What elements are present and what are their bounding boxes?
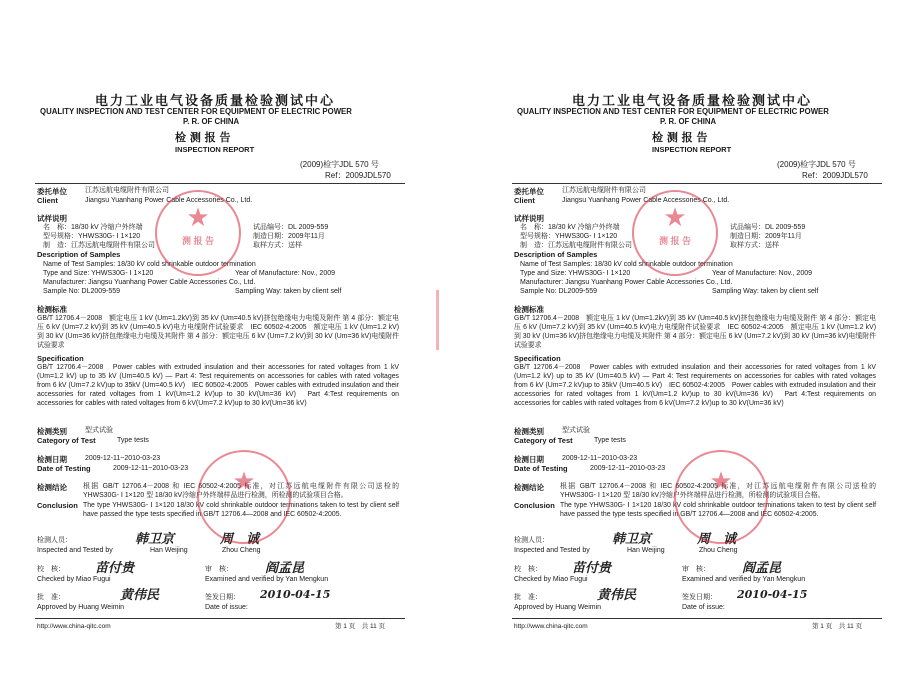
divider <box>512 183 882 184</box>
sample-no-cn: 试品编号：DL 2009-559 <box>253 224 329 231</box>
date-value-en: 2009-12-11~2010-03-23 <box>590 465 666 472</box>
sample-no-en: Sample No: DL2009-559 <box>520 288 598 295</box>
sample-name-cn: 名 称：18/30 kV 冷缩户外终端 <box>520 224 620 231</box>
inspector1-name: Han Weijing <box>627 547 665 554</box>
official-stamp-bottom <box>674 450 768 544</box>
inspected-label-en: Inspected and Tested by <box>37 547 113 554</box>
inspector2-name: Zhou Cheng <box>222 547 261 554</box>
samples-label-en: Description of Samples <box>514 250 598 259</box>
samples-label-en: Description of Samples <box>37 250 121 259</box>
sample-way-cn: 取样方式：送样 <box>730 242 779 249</box>
date-value-en: 2009-12-11~2010-03-23 <box>113 465 189 472</box>
issue-label-en: Date of issue: <box>682 604 725 611</box>
sample-type-en: Type and Size: YHWS30G- Ⅰ 1×120 <box>520 270 631 277</box>
stamp-star-icon: ★ <box>186 202 210 232</box>
report-title-cn: 检 测 报 告 <box>175 131 231 144</box>
approved-label-en: Approved by Huang Weimin <box>514 604 602 611</box>
approved-label-cn: 批 准： <box>37 594 65 601</box>
conclusion-label-en: Conclusion <box>514 501 555 510</box>
spec-text-en: GB/T 12706.4－2008 Power cables with extruded insulation and their accessories for rated voltages from 1 kV (Um=1.2 kV) up to 35 kV (Um=40.5 kV) — Part 4: Test requirements on accessories for cables with rated voltages from 6 kV (Um=7.2 kV)up to 35kV (Um=40.5 kV) IEC 60502-4:2005 Power cables with extruded insulation and their accessories for rated voltages from 1 kV(Um=1.2 kV)up to 30 kV(Um=36 kV) Part 4:Test requirements on accessories for cables with rated voltages from 6 kV(Um=7.2 kV)up to 30 kV(Um=36 kV) <box>514 364 876 407</box>
footer-url: http://www.china-qitc.com <box>37 623 111 630</box>
checker-signature: 苗付贵 <box>572 561 612 576</box>
sample-no-cn: 试品编号：DL 2009-559 <box>730 224 806 231</box>
examined-label-en: Examined and verified by Yan Mengkun <box>205 576 329 583</box>
checked-label-en: Checked by Miao Fugui <box>514 576 588 583</box>
conclusion-label-cn: 检测结论 <box>514 483 544 492</box>
ref-cn: (2009)检字JDL 570 号 <box>777 160 856 169</box>
category-label-en: Category of Test <box>514 436 573 445</box>
sample-name-en: Name of Test Samples: 18/30 kV cold shrinkable outdoor termination <box>43 261 256 268</box>
footer-page: 第 1 页 共 11 页 <box>812 623 863 630</box>
inspector2-signature: 周 诚 <box>220 532 260 547</box>
sample-type-cn: 型号规格：YHWS30G- Ⅰ 1×120 <box>43 233 141 240</box>
cn-title: 电力工业电气设备质量检验测试中心 <box>572 94 813 109</box>
footer-url: http://www.china-qitc.com <box>514 623 588 630</box>
seam-stamp-mark <box>436 290 439 350</box>
examined-label-en: Examined and verified by Yan Mengkun <box>682 576 806 583</box>
conclusion-text-en: The type YHWS30G- Ⅰ 1×120 18/30 kV cold shrinkable outdoor terminations taken to test by client self have passed the type tests specified in GB/T 12706.4—2008 and IEC 60502-4:2005. <box>83 502 399 518</box>
sample-year-en: Year of Manufacture: Nov., 2009 <box>235 270 336 277</box>
inspector1-name: Han Weijing <box>150 547 188 554</box>
report-title-en: INSPECTION REPORT <box>175 145 255 154</box>
ref-en: Ref：2009JDL570 <box>325 171 391 180</box>
report-page-left <box>35 90 405 635</box>
sample-way-en: Sampling Way: taken by client self <box>235 288 342 295</box>
stamp-star-icon: ★ <box>232 466 256 496</box>
sample-type-en: Type and Size: YHWS30G- Ⅰ 1×120 <box>43 270 154 277</box>
sample-date-cn: 制造日期：2009年11月 <box>730 233 802 240</box>
country: P. R. OF CHINA <box>660 117 717 126</box>
conclusion-text-cn: 根据 GB/T 12706.4－2008 和 IEC 60502-4:2005 标准，对江苏远航电缆附件有限公司送检的 YHWS30G- Ⅰ 1×120 型 18/30 kV冷缩户外终端样品进行检测，所检测的试验项目合格。 <box>560 483 876 499</box>
samples-label-cn: 试样说明 <box>514 214 544 223</box>
inspected-label-cn: 检测人员： <box>37 537 72 544</box>
stamp-star-icon: ★ <box>663 202 687 232</box>
report-title-cn: 检 测 报 告 <box>652 131 708 144</box>
issue-label-cn: 签发日期： <box>682 594 717 601</box>
checked-label-en: Checked by Miao Fugui <box>37 576 111 583</box>
conclusion-label-cn: 检测结论 <box>37 483 67 492</box>
approved-label-en: Approved by Huang Weimin <box>37 604 125 611</box>
sample-date-cn: 制造日期：2009年11月 <box>253 233 325 240</box>
examined-label-cn: 审 核： <box>205 566 233 573</box>
examiner-signature: 阎孟昆 <box>265 561 305 576</box>
category-value-cn: 型式试验 <box>562 427 590 434</box>
approver-signature: 黄伟民 <box>597 588 637 603</box>
issue-date: 2010-04-15 <box>260 588 331 601</box>
client-value-en: Jiangsu Yuanhang Power Cable Accessories Co., Ltd. <box>562 197 730 204</box>
stamp-text: 测 报 告 <box>181 236 214 246</box>
en-title: QUALITY INSPECTION AND TEST CENTER FOR EQUIPMENT OF ELECTRIC POWER <box>517 107 829 116</box>
examiner-signature: 阎孟昆 <box>742 561 782 576</box>
date-value-cn: 2009-12-11~2010-03-23 <box>85 455 161 462</box>
client-value-cn: 江苏远航电缆附件有限公司 <box>562 187 646 194</box>
inspected-label-cn: 检测人员： <box>514 537 549 544</box>
approved-label-cn: 批 准： <box>514 594 542 601</box>
spec-label-cn: 检测标准 <box>37 305 67 314</box>
issue-date: 2010-04-15 <box>737 588 808 601</box>
inspector1-signature: 韩卫京 <box>612 532 652 547</box>
category-label-cn: 检测类别 <box>37 427 67 436</box>
sample-year-en: Year of Manufacture: Nov., 2009 <box>712 270 813 277</box>
en-title: QUALITY INSPECTION AND TEST CENTER FOR EQUIPMENT OF ELECTRIC POWER <box>40 107 352 116</box>
sample-manuf-cn: 制 造：江苏远航电缆附件有限公司 <box>520 242 632 249</box>
client-label-en: Client <box>514 196 535 205</box>
cn-title: 电力工业电气设备质量检验测试中心 <box>95 94 336 109</box>
sample-type-cn: 型号规格：YHWS30G- Ⅰ 1×120 <box>520 233 618 240</box>
official-stamp-bottom <box>197 450 291 544</box>
official-stamp-top <box>155 190 241 276</box>
sample-name-en: Name of Test Samples: 18/30 kV cold shrinkable outdoor termination <box>520 261 733 268</box>
client-value-cn: 江苏远航电缆附件有限公司 <box>85 187 169 194</box>
inspected-label-en: Inspected and Tested by <box>514 547 590 554</box>
inspector2-name: Zhou Cheng <box>699 547 738 554</box>
divider <box>35 183 405 184</box>
spec-text-cn: GB/T 12706.4－2008 额定电压 1 kV (Um=1.2kV)到 35 kV (Um=40.5 kV)挤包绝缘电力电缆及附件 第 4 部分：额定电压 6 kV (Um=7.2 kV)到 35 kV (Um=40.5 kV)电力电缆附件试验要求 IEC 60502-4:2005 额定电压 1 kV (Um=1.2 kV)到 30 kV (Um=36 kV)挤包绝缘电力电缆及其附件 第 4 部分：额定电压 6 kV (Um=7.2 kV)到 30 kV (Um=36 kV)电缆附件试验要求 <box>514 315 877 349</box>
approver-signature: 黄伟民 <box>120 588 160 603</box>
sample-way-cn: 取样方式：送样 <box>253 242 302 249</box>
stamp-text: 测 报 告 <box>658 236 691 246</box>
category-label-cn: 检测类别 <box>514 427 544 436</box>
spec-text-en: GB/T 12706.4－2008 Power cables with extruded insulation and their accessories for rated voltages from 1 kV (Um=1.2 kV) up to 35 kV (Um=40.5 kV) — Part 4: Test requirements on accessories for cables with rated voltages from 6 kV (Um=7.2 kV)up to 35kV (Um=40.5 kV) IEC 60502-4:2005 Power cables with extruded insulation and their accessories for rated voltages from 1 kV(Um=1.2 kV)up to 30 kV(Um=36 kV) Part 4:Test requirements on accessories for cables with rated voltages from 6 kV(Um=7.2 kV)up to 30 kV(Um=36 kV) <box>37 364 399 407</box>
report-page-right <box>512 90 882 635</box>
date-label-en: Date of Testing <box>37 464 91 473</box>
sample-no-en: Sample No: DL2009-559 <box>43 288 121 295</box>
category-label-en: Category of Test <box>37 436 96 445</box>
footer-divider <box>512 618 882 619</box>
examined-label-cn: 审 核： <box>682 566 710 573</box>
issue-label-en: Date of issue: <box>205 604 248 611</box>
conclusion-text-en: The type YHWS30G- Ⅰ 1×120 18/30 kV cold shrinkable outdoor terminations taken to test by client self have passed the type tests specified in GB/T 12706.4—2008 and IEC 60502-4:2005. <box>560 502 876 518</box>
checked-label-cn: 校 核： <box>514 566 542 573</box>
spec-label-en: Specification <box>514 354 561 363</box>
client-label-cn: 委托单位 <box>514 187 544 196</box>
client-value-en: Jiangsu Yuanhang Power Cable Accessories Co., Ltd. <box>85 197 253 204</box>
date-label-cn: 检测日期 <box>37 455 67 464</box>
checker-signature: 苗付贵 <box>95 561 135 576</box>
sample-way-en: Sampling Way: taken by client self <box>712 288 819 295</box>
inspector1-signature: 韩卫京 <box>135 532 175 547</box>
spec-label-en: Specification <box>37 354 84 363</box>
official-stamp-top <box>632 190 718 276</box>
sample-manuf-en: Manufacturer: Jiangsu Yuanhang Power Cable Accessories Co., Ltd. <box>520 279 733 286</box>
ref-en: Ref：2009JDL570 <box>802 171 868 180</box>
footer-page: 第 1 页 共 11 页 <box>335 623 386 630</box>
issue-label-cn: 签发日期： <box>205 594 240 601</box>
category-value-cn: 型式试验 <box>85 427 113 434</box>
samples-label-cn: 试样说明 <box>37 214 67 223</box>
category-value-en: Type tests <box>117 437 149 444</box>
sample-name-cn: 名 称：18/30 kV 冷缩户外终端 <box>43 224 143 231</box>
checked-label-cn: 校 核： <box>37 566 65 573</box>
inspector2-signature: 周 诚 <box>697 532 737 547</box>
category-value-en: Type tests <box>594 437 626 444</box>
spec-label-cn: 检测标准 <box>514 305 544 314</box>
stamp-star-icon: ★ <box>709 466 733 496</box>
report-title-en: INSPECTION REPORT <box>652 145 732 154</box>
spec-text-cn: GB/T 12706.4－2008 额定电压 1 kV (Um=1.2kV)到 35 kV (Um=40.5 kV)挤包绝缘电力电缆及附件 第 4 部分：额定电压 6 kV (Um=7.2 kV)到 35 kV (Um=40.5 kV)电力电缆附件试验要求 IEC 60502-4:2005 额定电压 1 kV (Um=1.2 kV)到 30 kV (Um=36 kV)挤包绝缘电力电缆及其附件 第 4 部分：额定电压 6 kV (Um=7.2 kV)到 30 kV (Um=36 kV)电缆附件试验要求 <box>37 315 400 349</box>
date-label-cn: 检测日期 <box>514 455 544 464</box>
client-label-cn: 委托单位 <box>37 187 67 196</box>
ref-cn: (2009)检字JDL 570 号 <box>300 160 379 169</box>
date-value-cn: 2009-12-11~2010-03-23 <box>562 455 638 462</box>
conclusion-label-en: Conclusion <box>37 501 78 510</box>
country: P. R. OF CHINA <box>183 117 240 126</box>
footer-divider <box>35 618 405 619</box>
sample-manuf-en: Manufacturer: Jiangsu Yuanhang Power Cable Accessories Co., Ltd. <box>43 279 256 286</box>
sample-manuf-cn: 制 造：江苏远航电缆附件有限公司 <box>43 242 155 249</box>
conclusion-text-cn: 根据 GB/T 12706.4－2008 和 IEC 60502-4:2005 标准，对江苏远航电缆附件有限公司送检的 YHWS30G- Ⅰ 1×120 型 18/30 kV冷缩户外终端样品进行检测，所检测的试验项目合格。 <box>83 483 399 499</box>
client-label-en: Client <box>37 196 58 205</box>
date-label-en: Date of Testing <box>514 464 568 473</box>
